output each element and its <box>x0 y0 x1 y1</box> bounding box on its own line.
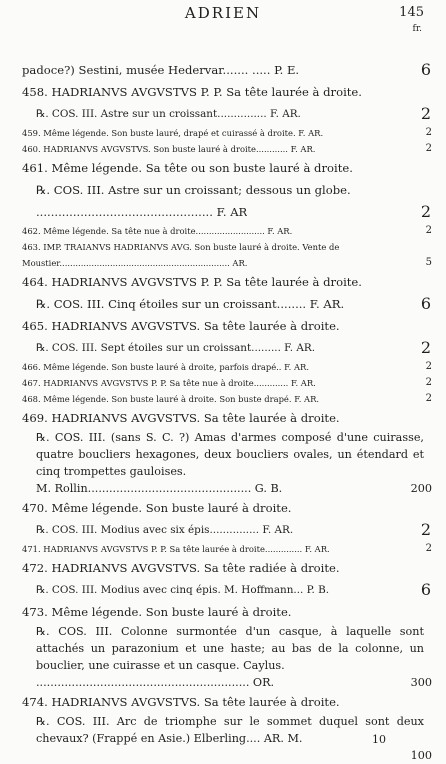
entry-price: 2 <box>425 143 432 154</box>
entry-text: ℞. COS. III. Modius avec cinq épis. M. Hoffmann... P. B. <box>36 584 330 596</box>
catalogue-line <box>0 255 446 271</box>
description-text: ℞. COS. III. (sans S. C. ?) Amas d'armes composé d'une cuirasse, quatre boucliers hexagones, deux boucliers ovales, un étendard et cinq trompettes gauloises. <box>36 431 424 478</box>
catalogue-line <box>0 179 446 201</box>
catalogue-line <box>0 271 446 293</box>
description-attribution: M. Rollin.............................................. G. B. <box>36 482 283 495</box>
entry-text: 463. IMP. TRAIANVS HADRIANVS AVG. Son buste lauré à droite. Vente de <box>22 242 340 252</box>
catalogue-line <box>0 59 446 81</box>
catalogue-line <box>0 293 446 315</box>
entry-text: 465. HADRIANVS AVGVSTVS. Sa tête laurée à droite. <box>22 319 340 333</box>
description-text: ℞. COS. III. Arc de triomphe sur le sommet duquel sont deux chevaux? (Frappé en Asie.) Elberling.... AR. M. <box>36 715 424 745</box>
entry-text: 462. Même légende. Sa tête nue à droite.......................... F. AR. <box>22 226 293 236</box>
catalogue-line <box>0 601 446 623</box>
catalogue-line <box>0 239 446 255</box>
catalogue-line <box>0 541 446 557</box>
catalogue-line <box>0 557 446 579</box>
entry-price: 6 <box>420 580 431 599</box>
entry-text: ℞. COS. III. Astre sur un croissant............... F. AR. <box>36 108 301 120</box>
entry-price: 2 <box>420 104 431 123</box>
description-text: ℞. COS. III. Colonne surmontée d'un casque, à laquelle sont attachés un parazonium et une haste; au bas de la colonne, un bouclier, une cuirasse et un casque. Caylus. <box>36 625 424 672</box>
catalogue-line <box>0 337 446 359</box>
entry-price: 2 <box>425 225 432 236</box>
entry-text: 473. Même légende. Son buste lauré à droite. <box>22 605 292 619</box>
catalogue-entries <box>0 59 446 764</box>
catalogue-line <box>0 157 446 179</box>
entry-price: 2 <box>420 338 431 357</box>
catalogue-line <box>0 497 446 519</box>
entry-text: 474. HADRIANVS AVGVSTVS. Sa tête laurée à droite. <box>22 695 340 709</box>
entry-text: 467. HADRIANVS AVGVSTVS P. P. Sa tête nue à droite............. F. AR. <box>22 378 316 388</box>
entry-price: 2 <box>425 377 432 388</box>
price-unit: fr. <box>412 24 422 34</box>
running-title: ADRIEN <box>184 4 262 22</box>
entry-price: 2 <box>420 202 431 221</box>
entry-text: ................................................ F. AR <box>36 205 248 219</box>
catalogue-line <box>0 103 446 125</box>
entry-text: 459. Même légende. Son buste lauré, drapé et cuirassé à droite. F. AR. <box>22 128 324 138</box>
entry-price: 6 <box>420 60 431 79</box>
catalogue-line <box>0 519 446 541</box>
entry-price: 2 <box>425 361 432 372</box>
entry-price: 2 <box>425 127 432 138</box>
entry-text: 468. Même légende. Son buste lauré à droite. Son buste drapé. F. AR. <box>22 394 320 404</box>
entry-price: 2 <box>425 393 432 404</box>
entry-text: 469. HADRIANVS AVGVSTVS. Sa tête laurée à droite. <box>22 411 340 425</box>
entry-text: ℞. COS. III. Sept étoiles sur un croissant......... F. AR. <box>36 342 315 354</box>
entry-price: 6 <box>420 294 431 313</box>
reverse-description <box>0 623 446 691</box>
entry-text: ℞. COS. III. Cinq étoiles sur un croissant........ F. AR. <box>36 297 345 311</box>
catalogue-line <box>0 223 446 239</box>
catalogue-line <box>0 81 446 103</box>
entry-text: padoce?) Sestini, musée Hedervar....... ..... P. E. <box>22 63 300 77</box>
entry-text: Moustier................................................................ AR. <box>22 258 248 268</box>
entry-text: 464. HADRIANVS AVGVSTVS P. P. Sa tête laurée à droite. <box>22 275 362 289</box>
catalogue-line <box>0 407 446 429</box>
catalogue-line <box>0 391 446 407</box>
catalogue-line <box>0 691 446 713</box>
signature-mark: 10 <box>372 733 386 746</box>
entry-text: ℞. COS. III. Astre sur un croissant; dessous un globe. <box>36 183 351 197</box>
page-number: 145 <box>399 5 424 20</box>
entry-price: 2 <box>420 520 431 539</box>
catalogue-line <box>0 579 446 601</box>
catalogue-line <box>0 315 446 337</box>
entry-text: 461. Même légende. Sa tête ou son buste lauré à droite. <box>22 161 353 175</box>
catalogue-line <box>0 141 446 157</box>
entry-text: 460. HADRIANVS AVGVSTVS. Son buste lauré à droite............ F. AR. <box>22 144 316 154</box>
entry-price: 5 <box>425 257 432 268</box>
entry-price: 100 <box>410 749 432 762</box>
entry-text: 466. Même légende. Son buste lauré à droite, parfois drapé.. F. AR. <box>22 362 309 372</box>
description-attribution: ............................................................ OR. <box>36 676 275 689</box>
entry-price: 2 <box>425 543 432 554</box>
catalogue-line <box>0 201 446 223</box>
entry-text: 471. HADRIANVS AVGVSTVS P. P. Sa tête laurée à droite.............. F. AR. <box>22 544 330 554</box>
entry-price: 300 <box>410 676 432 689</box>
catalogue-line <box>0 375 446 391</box>
entry-text: 458. HADRIANVS AVGVSTVS P. P. Sa tête laurée à droite. <box>22 85 362 99</box>
entry-price: 200 <box>410 482 432 495</box>
catalogue-line <box>0 359 446 375</box>
entry-text: 470. Même légende. Son buste lauré à droite. <box>22 501 292 515</box>
entry-text: 472. HADRIANVS AVGVSTVS. Sa tête radiée à droite. <box>22 561 340 575</box>
reverse-description <box>0 429 446 497</box>
catalogue-line <box>0 125 446 141</box>
entry-text: ℞. COS. III. Modius avec six épis............... F. AR. <box>36 524 294 536</box>
